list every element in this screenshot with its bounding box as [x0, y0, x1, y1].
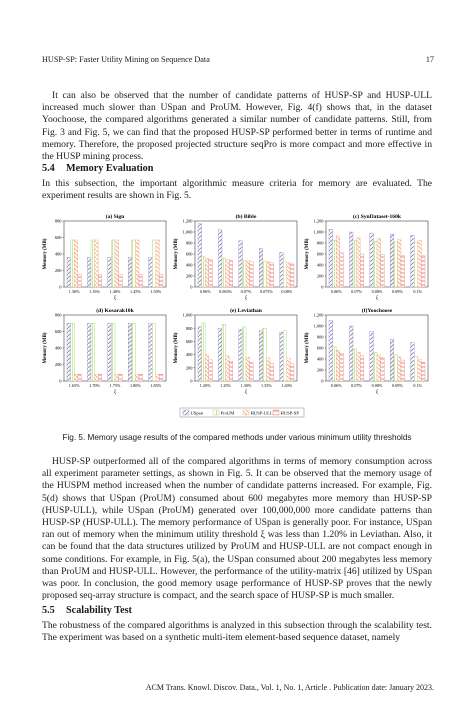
- legend-swatch: [243, 410, 249, 415]
- bar: [381, 255, 385, 287]
- bar: [198, 224, 202, 287]
- bar: [377, 355, 381, 381]
- bar: [414, 242, 418, 287]
- bar: [360, 254, 364, 287]
- y-tick-label: 400: [54, 345, 62, 351]
- y-tick-label: 600: [185, 251, 193, 257]
- y-axis-label: Memory (MB): [305, 238, 310, 270]
- bar: [159, 374, 163, 381]
- legend-swatch: [183, 410, 189, 415]
- y-tick-label: 800: [316, 240, 324, 246]
- bar: [287, 359, 291, 381]
- y-tick-label: 200: [185, 273, 193, 279]
- y-tick-label: 600: [316, 251, 324, 257]
- x-tick-label: 0.07%: [351, 289, 363, 294]
- y-tick-label: 600: [185, 339, 193, 344]
- y-tick-label: 800: [185, 240, 193, 246]
- bar: [226, 260, 230, 288]
- bar: [156, 240, 160, 287]
- bar: [222, 324, 226, 381]
- bar: [414, 356, 418, 381]
- bar: [353, 349, 357, 381]
- y-tick-label: 400: [185, 262, 193, 268]
- bar: [98, 374, 102, 381]
- section-heading-scalability: [42, 605, 132, 616]
- bar: [401, 360, 405, 381]
- x-tick-label: 1.85%: [150, 383, 162, 388]
- y-tick-label: 200: [316, 367, 324, 373]
- chart-panel: [43, 213, 166, 301]
- x-tick-label: 1.45%: [129, 289, 141, 294]
- bar: [373, 241, 377, 287]
- bar: [78, 275, 82, 287]
- bar: [226, 356, 230, 381]
- bar: [340, 354, 344, 382]
- y-axis-label: Memory (MB): [305, 332, 310, 364]
- bar: [270, 363, 274, 381]
- bar: [202, 323, 206, 381]
- bar: [290, 264, 294, 287]
- y-tick-label: 400: [316, 356, 324, 362]
- y-axis-label: Memory (MB): [43, 238, 48, 270]
- panel-title: (c) SynDataset-160k: [352, 214, 402, 220]
- y-tick-label: 600: [54, 329, 62, 335]
- y-tick-label: 600: [316, 345, 324, 351]
- x-tick-label: 0.075%: [259, 289, 273, 294]
- bar: [115, 374, 119, 381]
- x-axis-label: ξ: [244, 390, 248, 395]
- legend-swatch: [213, 410, 219, 415]
- y-tick-label: 400: [185, 352, 193, 358]
- bar: [119, 374, 123, 381]
- bar: [242, 261, 246, 287]
- y-tick-label: 800: [316, 334, 324, 340]
- bar: [139, 275, 143, 287]
- bar: [263, 261, 267, 287]
- x-tick-label: 0.09%: [391, 383, 403, 388]
- bar: [266, 262, 270, 287]
- bar: [135, 240, 139, 287]
- paragraph-candidate-patterns: It can also be observed that the number of candidate patterns of HUSP-SP and HUSP-ULL increased much slower than USpan and ProUM. However, Fig. 4(f) shows that, in the dataset Yoochoose, the compared algorithms generated a similar number of candidate patterns. Still, from Fig. 3 and Fig. 5, we can find that the proposed HUSP-SP performed better in terms of runtime and memory. Therefore, the proposed projected structure seqPro is more compact and more effective in the HUSP mining process.: [42, 90, 432, 163]
- bar: [377, 239, 381, 287]
- bar: [246, 357, 250, 381]
- bar: [283, 331, 287, 381]
- bar: [349, 232, 353, 287]
- x-tick-label: 0.08%: [281, 289, 293, 294]
- y-tick-label: 1,000: [182, 312, 193, 318]
- bar: [229, 261, 233, 287]
- y-tick-label: 1,200: [313, 218, 324, 224]
- x-tick-label: 0.09%: [391, 289, 403, 294]
- bar: [132, 323, 136, 381]
- bar: [353, 241, 357, 287]
- paragraph-scalability: The robustness of the compared algorithms is analyzed in this subsection through the scalability test. The experiment was based on a synthetic multi-item element-based sequence dataset, namely: [42, 620, 432, 644]
- x-tick-label: 1.35%: [89, 289, 101, 294]
- bar: [91, 323, 95, 381]
- y-tick-label: 1,200: [313, 312, 324, 318]
- bar: [411, 235, 415, 287]
- y-tick-label: 0: [190, 284, 193, 290]
- y-tick-label: 600: [54, 235, 62, 241]
- x-tick-label: 1.40%: [281, 383, 293, 388]
- bar: [218, 230, 222, 287]
- section-title: Scalability Test: [66, 605, 132, 616]
- bar: [218, 328, 222, 381]
- y-tick-label: 800: [185, 325, 193, 331]
- figure-caption: Fig. 5. Memory usage results of the compared methods under various minimum utility thresholds: [62, 433, 412, 442]
- x-tick-label: 0.07%: [240, 289, 252, 294]
- chart-panel: [305, 213, 428, 301]
- bar: [239, 241, 243, 287]
- bar: [418, 240, 422, 287]
- bar: [266, 358, 270, 381]
- bar: [250, 262, 254, 287]
- bar: [115, 240, 119, 287]
- bar: [390, 339, 394, 381]
- y-tick-label: 200: [54, 362, 62, 368]
- bar: [108, 257, 112, 287]
- bar: [242, 327, 246, 381]
- bar: [111, 240, 115, 287]
- bar: [290, 364, 294, 381]
- x-tick-label: 0.08%: [371, 383, 383, 388]
- bar: [357, 238, 361, 288]
- x-tick-label: 1.40%: [109, 289, 121, 294]
- bar: [202, 257, 206, 287]
- bar: [205, 258, 209, 287]
- bar: [91, 240, 95, 287]
- bar: [205, 355, 209, 381]
- legend-label: HUSP-SP: [280, 410, 299, 416]
- x-axis-label: ξ: [375, 390, 379, 395]
- y-tick-label: 0: [190, 378, 193, 384]
- bar: [397, 240, 401, 287]
- panel-title: (b) Bible: [235, 214, 257, 220]
- bar: [222, 258, 226, 287]
- x-axis-label: ξ: [375, 296, 379, 301]
- section-number: 5.5: [42, 605, 55, 616]
- bar: [259, 331, 263, 381]
- y-tick-label: 400: [316, 262, 324, 268]
- y-tick-label: 0: [321, 378, 324, 384]
- bar: [98, 275, 102, 287]
- bar: [87, 323, 91, 381]
- section-number: 5.4: [42, 163, 55, 174]
- bar: [370, 233, 374, 287]
- bar: [149, 257, 153, 287]
- bar: [340, 253, 344, 287]
- bar: [411, 343, 415, 382]
- y-axis-label: Memory (MB): [43, 332, 48, 364]
- bar: [74, 240, 78, 287]
- y-tick-label: 0: [59, 378, 62, 384]
- x-tick-label: 0.065%: [219, 289, 233, 294]
- bar: [128, 257, 132, 287]
- figure-5: [40, 210, 434, 424]
- x-tick-label: 0.06%: [199, 289, 211, 294]
- bar: [329, 321, 333, 382]
- legend-label: USpan: [190, 410, 204, 416]
- bar: [135, 374, 139, 381]
- bar: [270, 263, 274, 287]
- page-footer: ACM Trans. Knowl. Discov. Data., Vol. 1, No. 1, Article . Publication date: January 2023.: [145, 683, 434, 692]
- bar: [394, 242, 398, 287]
- bar: [71, 240, 75, 287]
- bar: [287, 263, 291, 287]
- bar: [394, 355, 398, 381]
- bar: [159, 275, 163, 287]
- x-tick-label: 0.06%: [330, 289, 342, 294]
- bar: [349, 326, 353, 381]
- bar: [250, 363, 254, 381]
- page-number: 17: [425, 55, 434, 64]
- bar: [67, 257, 71, 287]
- bar: [381, 358, 385, 381]
- bar: [280, 332, 284, 381]
- bar: [156, 374, 160, 381]
- y-tick-label: 1,000: [313, 323, 324, 329]
- y-axis-label: Memory (MB): [174, 332, 179, 364]
- bar: [152, 323, 156, 381]
- bar: [333, 240, 337, 287]
- bar: [280, 252, 284, 287]
- bar: [329, 229, 333, 287]
- y-tick-label: 800: [54, 312, 62, 318]
- bar: [95, 240, 99, 287]
- chart-panel: [174, 307, 297, 395]
- panel-title: (d) Kosarak10k: [96, 308, 134, 314]
- legend-label: ProUM: [220, 410, 235, 416]
- bar: [78, 374, 82, 381]
- bar: [390, 234, 394, 287]
- panel-title: (f)Yoochoose: [361, 308, 393, 314]
- bar: [209, 260, 213, 288]
- legend: [180, 408, 304, 417]
- bar: [67, 323, 71, 381]
- bar: [397, 357, 401, 381]
- section-heading-memory: [42, 163, 153, 174]
- bar: [421, 256, 425, 287]
- y-tick-label: 1,200: [182, 218, 193, 224]
- x-tick-label: 0.1%: [413, 289, 423, 294]
- panel-title: (a) Sign: [105, 214, 125, 220]
- bar: [209, 360, 213, 381]
- bar: [373, 352, 377, 381]
- bar: [336, 236, 340, 287]
- x-tick-label: 1.30%: [68, 289, 80, 294]
- bar: [139, 374, 143, 381]
- y-tick-label: 200: [54, 268, 62, 274]
- bar: [119, 275, 123, 287]
- x-tick-label: 1.65%: [68, 383, 80, 388]
- x-tick-label: 0.1%: [413, 383, 423, 388]
- bar: [198, 327, 202, 381]
- bar: [152, 240, 156, 287]
- bar: [401, 255, 405, 287]
- y-tick-label: 0: [59, 284, 62, 290]
- bar: [87, 257, 91, 287]
- x-axis-label: ξ: [244, 296, 248, 301]
- bar: [229, 361, 233, 381]
- chart-panel: [174, 213, 297, 301]
- bar: [357, 352, 361, 381]
- x-axis-label: ξ: [113, 296, 117, 301]
- y-tick-label: 1,000: [182, 229, 193, 235]
- bar: [71, 323, 75, 381]
- x-axis-label: ξ: [113, 390, 117, 395]
- bar: [283, 262, 287, 287]
- bar: [246, 261, 250, 287]
- x-tick-label: 0.07%: [351, 383, 363, 388]
- bar: [128, 323, 132, 381]
- section-title: Memory Evaluation: [66, 163, 154, 174]
- y-tick-label: 0: [321, 284, 324, 290]
- bar: [95, 374, 99, 381]
- legend-label: HUSP-ULL: [250, 410, 273, 416]
- bar: [239, 330, 243, 381]
- x-tick-label: 0.06%: [330, 383, 342, 388]
- bar: [333, 347, 337, 381]
- bar: [132, 240, 136, 287]
- bar: [421, 362, 425, 381]
- running-title: HUSP-SP: Faster Utility Mining on Sequence Data: [42, 55, 210, 64]
- y-tick-label: 800: [54, 218, 62, 224]
- bar: [108, 323, 112, 381]
- bar: [336, 350, 340, 381]
- x-tick-label: 1.70%: [89, 383, 101, 388]
- y-tick-label: 200: [185, 365, 193, 371]
- x-tick-label: 1.35%: [260, 383, 272, 388]
- x-tick-label: 1.50%: [150, 289, 162, 294]
- paragraph-memory-intro: In this subsection, the important algorithmic measure criteria for memory are evaluated. The experiment results are shown in Fig. 5.: [42, 178, 432, 202]
- y-axis-label: Memory (MB): [174, 238, 179, 270]
- y-tick-label: 200: [316, 273, 324, 279]
- bar: [370, 332, 374, 382]
- x-tick-label: 1.80%: [129, 383, 141, 388]
- x-tick-label: 1.25%: [220, 383, 232, 388]
- bar: [263, 328, 267, 381]
- bar: [74, 374, 78, 381]
- bar: [259, 249, 263, 288]
- bar: [149, 323, 153, 381]
- paragraph-memory-results: HUSP-SP outperformed all of the compared algorithms in terms of memory consumption across all experiment parameter settings, as shown in Fig. 5. It can be observed that the memory usage of the HUSPM method increased when the number of candidate patterns increased. For example, Fig. 5(d) shows that USpan (ProUM) consumed about 600 megabytes more memory than HUSP-SP (HUSP-ULL), while USpan (ProUM) generated over 100,000,000 more candidate patterns than HUSP-SP (HUSP-ULL). The memory performance of USpan is generally poor. For instance, USpan ran out of memory when the minimum utility threshold ξ was less than 1.20% in Leviathan. Also, it can be found that the data structures utilized by ProUM and HUSP-ULL are not compact enough in some conditions. For example, in Fig. 5(a), the USpan consumed about 200 megabytes less memory than ProUM and HUSP-ULL. However, the performance of the utility-matrix [46] utilized by USpan was poor. In conclusion, the good memory usage performance of HUSP-SP proves that the newly proposed seq-array structure is compact, and the search space of HUSP-SP is much smaller.: [42, 456, 432, 602]
- bar: [111, 323, 115, 381]
- panel-title: (e) Leviathan: [230, 308, 262, 314]
- chart-panel: [43, 307, 166, 395]
- y-tick-label: 1,000: [313, 229, 324, 235]
- legend-swatch: [273, 410, 279, 415]
- x-tick-label: 1.20%: [199, 383, 211, 388]
- x-tick-label: 0.08%: [371, 289, 383, 294]
- memory-usage-chart: [40, 210, 434, 424]
- y-tick-label: 400: [54, 251, 62, 257]
- x-tick-label: 1.75%: [109, 383, 121, 388]
- bar: [360, 356, 364, 381]
- x-tick-label: 1.30%: [240, 383, 252, 388]
- bar: [418, 359, 422, 381]
- chart-panel: [305, 307, 428, 395]
